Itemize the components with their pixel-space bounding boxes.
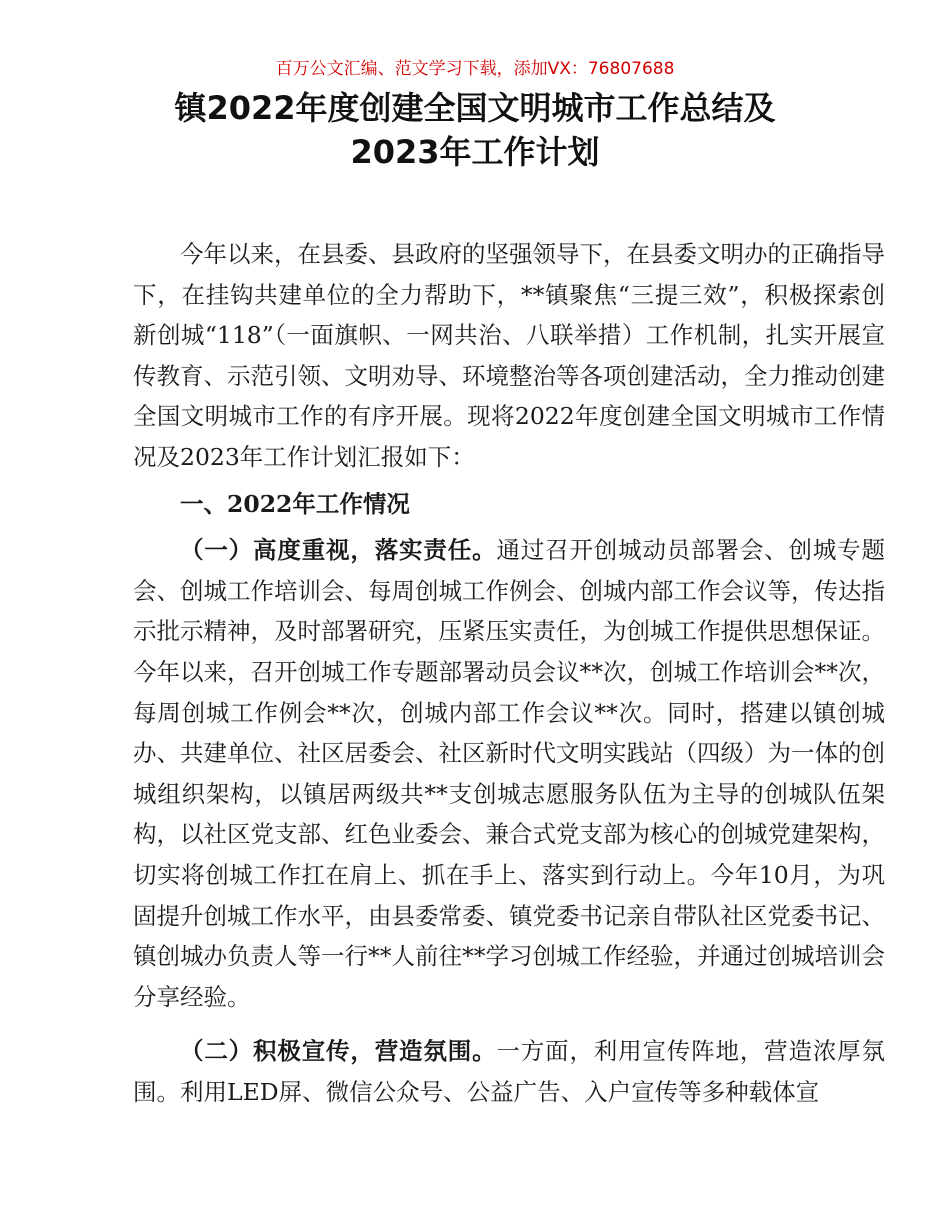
item-1-paragraph — [133, 530, 885, 1017]
intro-paragraph: 今年以来，在县委、县政府的坚强领导下，在县委文明办的正确指导下，在挂钩共建单位的全力帮助下，**镇聚焦“三提三效”，积极探索创新创城“118”（一面旗帜、一网共治、八联举措）工作机制，扎实开展宣传教育、示范引领、文明劝导、环境整治等各项创建活动，全力推动创建全国文明城市工作的有序开展。现将2022年度创建全国文明城市工作情况及2023年工作计划汇报如下： — [133, 240, 885, 471]
watermark-banner: 百万公文汇编、范文学习下载，添加VX：76807688 — [275, 59, 675, 79]
title-line-1: 镇2022年度创建全国文明城市工作总结及 — [174, 89, 776, 127]
section-heading-text: 一、2022年工作情况 — [180, 489, 410, 518]
item-1-text: 通过召开创城动员部署会、创城专题会、创城工作培训会、每周创城工作例会、创城内部工作会议等，传达指示批示精神，及时部署研究，压紧压实责任，为创城工作提供思想保证。今年以来，召开创城工作专题部署动员会议**次，创城工作培训会**次，每周创城工作例会**次，创城内部工作会议**次。同时，搭建以镇创城办、共建单位、社区居委会、社区新时代文明实践站（四级）为一体的创城组织架构，以镇居两级共**支创城志愿服务队伍为主导的创城队伍架构，以社区党支部、红色业委会、兼合式党支部为核心的创城党建架构，切实将创城工作扛在肩上、抓在手上、落实到行动上。今年10月，为巩固提升创城工作水平，由县委常委、镇党委书记亲自带队社区党委书记、镇创城办负责人等一行**人前往**学习创城工作经验，并通过创城培训会分享经验。 — [133, 536, 886, 1011]
title-line-2: 2023年工作计划 — [350, 133, 600, 171]
section-heading — [133, 484, 885, 525]
document-body — [133, 234, 885, 1112]
item-1-heading: （一）高度重视，落实责任。 — [180, 536, 497, 565]
item-2-heading: （二）积极宣传，营造氛围。 — [180, 1037, 497, 1066]
item-2-paragraph — [133, 1031, 885, 1112]
item-2-text: 一方面，利用宣传阵地，营造浓厚氛围。利用LED屏、微信公众号、公益广告、入户宣传等多种载体宣 — [133, 1037, 886, 1106]
document-title — [60, 86, 890, 174]
